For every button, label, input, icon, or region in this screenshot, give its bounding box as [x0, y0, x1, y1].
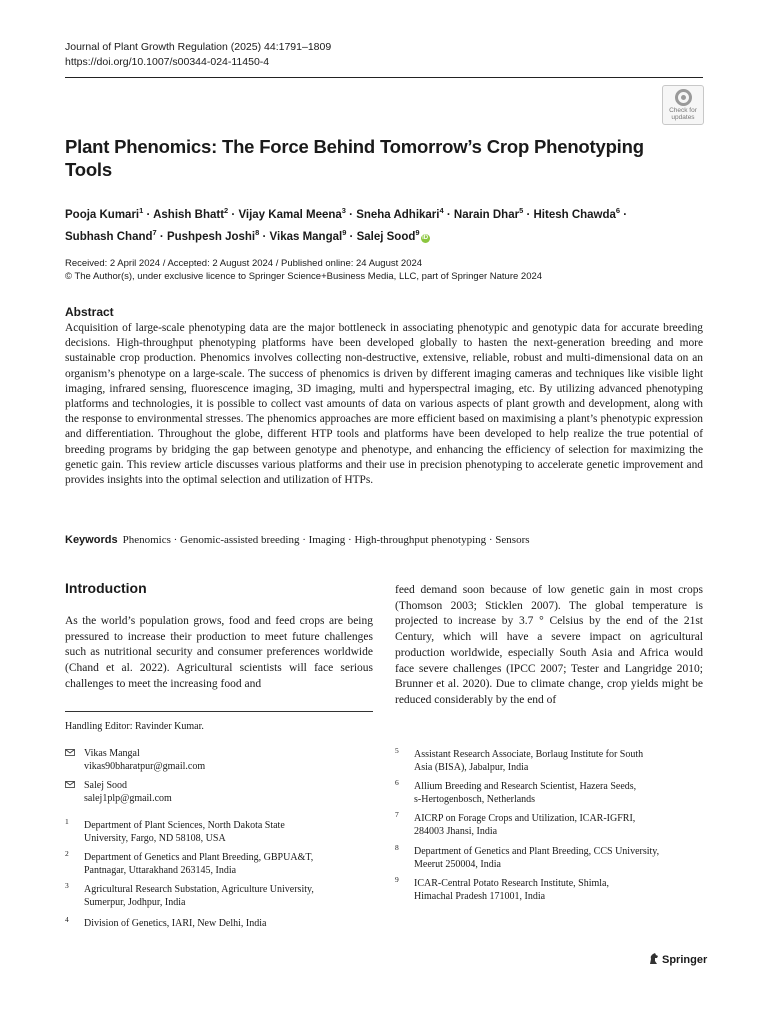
journal-header: [65, 40, 331, 70]
affiliation-8: 8 Department of Genetics and Plant Breeding, CCS University, Meerut 250004, India: [395, 843, 660, 870]
orcid-icon[interactable]: iD: [422, 234, 429, 241]
doi-link[interactable]: https://doi.org/10.1007/s00344-024-11450-4: [65, 56, 270, 68]
envelope-icon: [65, 749, 75, 756]
author-8[interactable]: Pushpesh Joshi$^8$: [166, 227, 260, 243]
contact-email[interactable]: vikas90bharatpur@gmail.com: [84, 761, 206, 772]
badge-line-1: Check for: [669, 107, 697, 114]
springer-horse-icon: [648, 952, 660, 965]
author-6[interactable]: Hitesh Chawda$^6$: [533, 206, 621, 221]
affiliation-5: 5 Assistant Research Associate, Borlaug Institute for South Asia (BISA), Jabalpur, India: [395, 746, 644, 773]
abstract-heading: Abstract: [65, 305, 114, 319]
abstract-body: Acquisition of large-scale phenotyping data are the major bottleneck in associating phenotypic and genotypic data for accurate breeding decisions. High-throughput phenotyping platforms have been developed globally to hasten the next-generation breeding and more sustainable crop production. Phenomics involves collecting non-destructive, extensive, reliable, robust and multi-dimensional data on an organism’s phenotype on a large-scale. The success of phenomics is driven by different imaging cameras and techniques like visible light imaging, infrared sensing, fluorescence imaging, 3D imaging, multi and hyperspectral imaging, etc. By utilizing advanced phenotyping platforms and technologies, it is possible to collect vast amounts of data on various aspects of plant growth and development, along with the response to environmental stresses. The phenomics approaches are more efficient based on maximising a plant’s phenotypic expression and differentiation. Throughout the globe, different HTP tools and platforms have been developed to help realize the true potential of breeding programs by bridging the gap between genotype and phenotype, and enhancing the efficiency of selection for maximizing the genetic gain. This review article discusses various platforms and their use in precision phenotyping to accelerate genetic improvement and provides insights into the optimal selection and utilization of HTPs.: [65, 322, 703, 487]
author-3[interactable]: Vijay Kamal Meena$^3$: [238, 206, 346, 221]
paper-title: Plant Phenomics: The Force Behind Tomorrow’s Crop Phenotyping Tools: [65, 136, 644, 180]
affiliation-7: 7 AICRP on Forage Crops and Utilization, ICAR-IGFRI, 284003 Jhansi, India: [395, 810, 636, 837]
check-for-updates-icon: [675, 89, 692, 106]
badge-line-2: updates: [671, 114, 695, 121]
contact-vikas-mangal: [65, 747, 205, 773]
contact-salej-sood: [65, 779, 172, 805]
publication-dates: [65, 257, 542, 283]
affiliation-3: 3 Agricultural Research Substation, Agriculture University, Sumerpur, Jodhpur, India: [65, 881, 314, 908]
footnote-divider: [65, 711, 373, 712]
history-dates: Received: 2 April 2024 / Accepted: 2 August 2024 / Published online: 24 August 2024: [65, 258, 423, 269]
introduction-column-left: As the world’s population grows, food and feed crops are being pressured to increase their production to meet future challenges such as nutritional security and consumer preferences worldwide (Chand et al. 2022). Agricultural scientists will face serious challenges to meet the increasing food and: [65, 615, 373, 690]
handling-editor: Handling Editor: Ravinder Kumar.: [65, 721, 204, 732]
author-line-1: Pooja Kumari$^1$ · Ashish Bhatt$^2$ · Vijay Kamal Meena$^3$ · Sneha Adhikari$^4$ · Narain Dhar$^5$ · Hitesh Chawda$^6$ ·: [65, 206, 628, 221]
contact-email[interactable]: salej1plp@gmail.com: [84, 793, 172, 804]
keywords: [65, 534, 530, 546]
affiliation-1: 1 Department of Plant Sciences, North Dakota State University, Fargo, ND 58108, USA: [65, 817, 285, 844]
author-5[interactable]: Narain Dhar$^5$: [453, 206, 524, 221]
keywords-list: Phenomics · Genomic-assisted breeding · Imaging · High-throughput phenotyping · Sensors: [122, 534, 530, 546]
author-9[interactable]: Vikas Mangal$^9$: [269, 227, 347, 243]
author-line-2: Subhash Chand$^7$ · Pushpesh Joshi$^8$ · Vikas Mangal$^9$ · Salej Sood$^9$iD: [65, 227, 429, 243]
author-7[interactable]: Subhash Chand$^7$: [65, 227, 157, 243]
copyright-line: © The Author(s), under exclusive licence to Springer Science+Business Media, LLC, part of Springer Nature 2024: [65, 271, 543, 282]
author-10[interactable]: Salej Sood$^9$: [356, 227, 420, 243]
check-for-updates-badge[interactable]: [662, 85, 704, 125]
author-2[interactable]: Ashish Bhatt$^2$: [153, 206, 229, 221]
introduction-heading: Introduction: [65, 580, 147, 596]
springer-logo: [648, 952, 707, 966]
contact-name: Salej Sood: [84, 780, 128, 791]
introduction-column-right: feed demand soon because of low genetic gain in most crops (Thomson 2003; Sticklen 2007). The global temperature is projected to increase by 3.7 ° Celsius by the end of the 21st Century, which will have a severe impact on agricultural production worldwide, especially South Asia and Africa would face severe challenges (IPCC 2007; Tester and Langridge 2010; Brunner et al. 2020). Due to climate change, crop yields might be reduced considerably by the end of: [395, 584, 703, 706]
affiliation-9: 9 ICAR-Central Potato Research Institute, Shimla, Himachal Pradesh 171001, India: [395, 875, 609, 902]
keywords-label: Keywords: [65, 534, 118, 546]
author-list: [65, 202, 685, 246]
affiliation-4: 4 Division of Genetics, IARI, New Delhi, India: [65, 915, 267, 929]
affiliation-2: 2 Department of Genetics and Plant Breeding, GBPUA&T, Pantnagar, Uttarakhand 263145, India: [65, 849, 314, 876]
author-4[interactable]: Sneha Adhikari$^4$: [356, 206, 444, 221]
envelope-icon: [65, 781, 75, 788]
publisher-name: Springer: [662, 954, 708, 966]
author-1[interactable]: Pooja Kumari$^1$: [65, 206, 144, 221]
affiliation-6: 6 Allium Breeding and Research Scientist, Hazera Seeds, s-Hertogenbosch, Netherlands: [395, 778, 637, 805]
contact-name: Vikas Mangal: [84, 748, 140, 759]
journal-citation: Journal of Plant Growth Regulation (2025) 44:1791–1809: [65, 41, 332, 53]
header-divider: [65, 77, 703, 78]
